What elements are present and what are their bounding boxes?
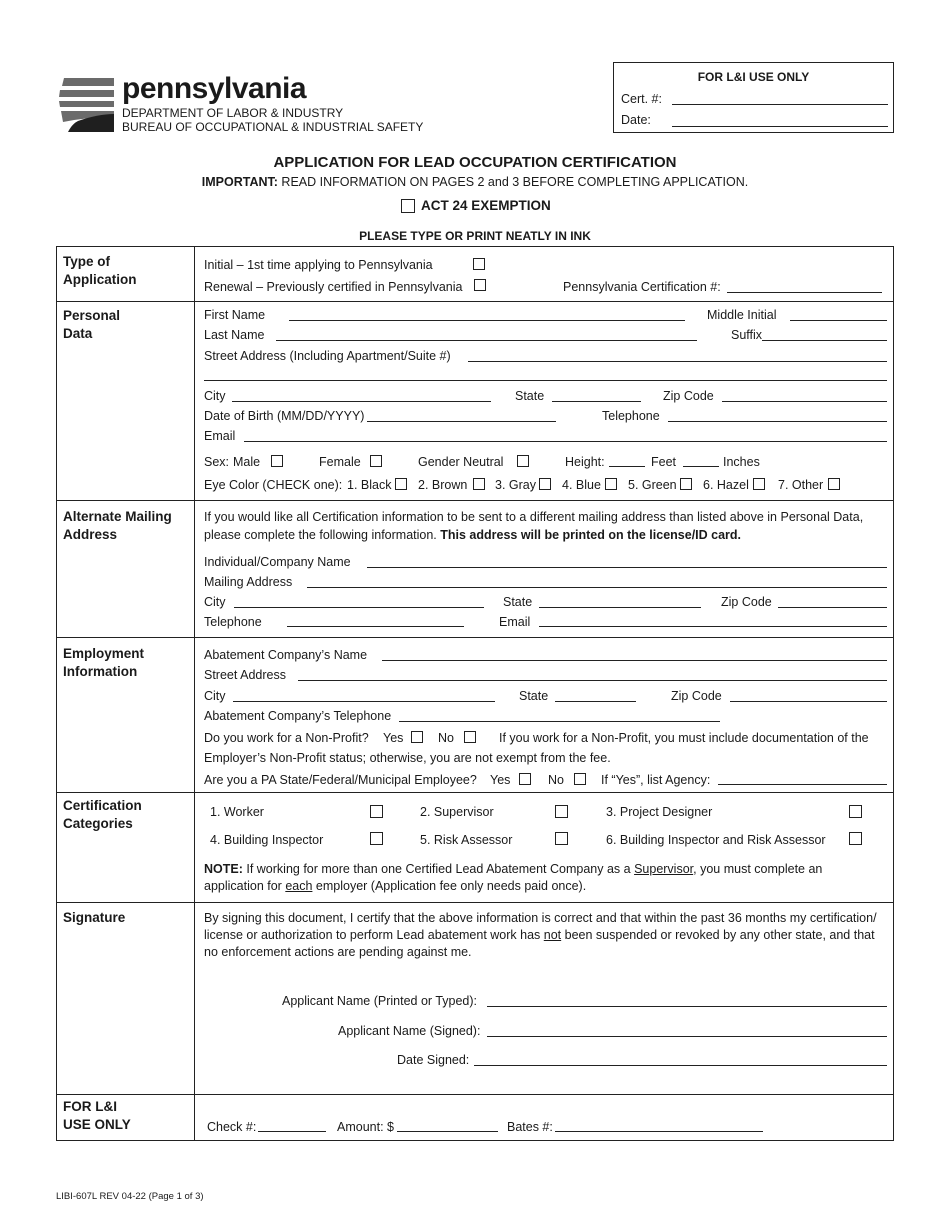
cert-number-label: Cert. #: <box>621 92 662 106</box>
type-label-line2: Application <box>63 272 137 287</box>
eye-option-green: 5. Green <box>628 478 677 492</box>
print-note: PLEASE TYPE OR PRINT NEATLY IN INK <box>359 229 591 243</box>
pa-cert-field[interactable] <box>727 292 882 293</box>
important-note <box>0 175 950 189</box>
act24-label: ACT 24 EXEMPTION <box>421 198 551 213</box>
last-name-field[interactable] <box>276 340 697 341</box>
emp-street-label: Street Address <box>204 668 286 682</box>
gov-no-checkbox[interactable] <box>574 773 586 785</box>
alt-city-label: City <box>204 595 226 609</box>
check-number-label: Check #: <box>207 1120 257 1134</box>
emp-zip-label: Zip Code <box>671 689 722 703</box>
gender-neutral-checkbox[interactable] <box>517 455 529 467</box>
office-label <box>63 1098 131 1134</box>
male-checkbox[interactable] <box>271 455 283 467</box>
keystone-logo-icon <box>58 76 118 134</box>
note-each: each <box>285 879 313 893</box>
suffix-field[interactable] <box>762 340 887 341</box>
bates-label: Bates #: <box>507 1120 553 1134</box>
office-use-box <box>613 62 894 133</box>
emp-zip-field[interactable] <box>730 701 887 702</box>
height-inches-field[interactable] <box>683 466 719 467</box>
signature-not: not <box>543 928 562 942</box>
note-text-b: , you must complete an <box>693 862 823 876</box>
category-project-designer-checkbox[interactable] <box>849 805 862 818</box>
divider-type <box>56 301 894 302</box>
category-project-designer: 3. Project Designer <box>606 805 713 819</box>
agency-label: If “Yes”, list Agency: <box>601 773 711 787</box>
note-label: NOTE: <box>204 862 243 876</box>
emp-street-field[interactable] <box>298 680 887 681</box>
act24-exemption <box>401 198 551 213</box>
signature-text-2b: been suspended or revoked by any other state, and that <box>561 928 875 942</box>
bureau-name: BUREAU OF OCCUPATIONAL & INDUSTRIAL SAFETY <box>122 120 424 134</box>
alt-state-label: State <box>503 595 533 609</box>
category-worker-checkbox[interactable] <box>370 805 383 818</box>
nonprofit-no-label: No <box>438 731 454 745</box>
signature-label: Signature <box>63 910 126 925</box>
female-checkbox[interactable] <box>370 455 382 467</box>
state-label: State <box>515 389 545 403</box>
city-label: City <box>204 389 226 403</box>
alt-state-field[interactable] <box>539 607 701 608</box>
alternate-intro-line2 <box>204 528 741 543</box>
category-supervisor-checkbox[interactable] <box>555 805 568 818</box>
alt-telephone-label: Telephone <box>204 615 262 629</box>
emp-telephone-field[interactable] <box>399 721 720 722</box>
agency-field[interactable] <box>718 784 887 785</box>
eye-gray-checkbox[interactable] <box>539 478 551 490</box>
zip-label: Zip Code <box>663 389 714 403</box>
alt-zip-field[interactable] <box>778 607 887 608</box>
amount-field[interactable] <box>397 1131 498 1132</box>
office-label-line2: USE ONLY <box>63 1117 131 1132</box>
eye-hazel-checkbox[interactable] <box>753 478 765 490</box>
divider-categories <box>56 902 894 903</box>
signature-text-line3: no enforcement actions are pending against me. <box>204 945 472 959</box>
office-use-title: FOR L&I USE ONLY <box>697 70 810 84</box>
alt-city-field[interactable] <box>234 607 484 608</box>
state-field[interactable] <box>552 401 641 402</box>
alt-mailing-label: Mailing Address <box>204 575 293 589</box>
zip-field[interactable] <box>722 401 887 402</box>
type-label-line1: Type of <box>63 254 110 269</box>
alternate-label-line2: Address <box>63 527 118 542</box>
eye-option-gray: 3. Gray <box>495 478 536 492</box>
email-label: Email <box>204 429 236 443</box>
category-worker: 1. Worker <box>210 805 264 819</box>
eye-green-checkbox[interactable] <box>680 478 692 490</box>
eye-option-brown: 2. Brown <box>418 478 468 492</box>
male-label: Male <box>233 455 261 469</box>
note-supervisor: Supervisor <box>634 862 694 876</box>
employment-label-line1: Employment <box>63 646 145 661</box>
form-title: APPLICATION FOR LEAD OCCUPATION CERTIFICATION <box>273 154 677 171</box>
category-supervisor: 2. Supervisor <box>420 805 494 819</box>
categories-note-line1 <box>204 862 822 877</box>
pa-logo <box>58 72 458 138</box>
dob-label: Date of Birth (MM/DD/YYYY) <box>204 409 365 423</box>
eye-option-hazel: 6. Hazel <box>703 478 749 492</box>
form-number: LIBI-607L REV 04-22 (Page 1 of 3) <box>56 1191 204 1202</box>
personal-label-line2: Data <box>63 326 93 341</box>
eye-other-checkbox[interactable] <box>828 478 840 490</box>
nonprofit-no-checkbox[interactable] <box>464 731 476 743</box>
alt-company-label: Individual/Company Name <box>204 555 351 569</box>
date-label: Date: <box>621 113 651 127</box>
emp-city-label: City <box>204 689 226 703</box>
category-risk-assessor: 5. Risk Assessor <box>420 833 513 847</box>
gov-yes-label: Yes <box>490 773 511 787</box>
alt-telephone-field[interactable] <box>287 626 464 627</box>
city-field[interactable] <box>232 401 491 402</box>
sex-label: Sex: <box>204 455 230 469</box>
pa-cert-label: Pennsylvania Certification #: <box>563 280 721 294</box>
categories-label-line1: Certification <box>63 798 142 813</box>
printed-name-field[interactable] <box>487 1006 887 1007</box>
logo-word: pennsylvania <box>122 72 307 105</box>
category-building-inspector-checkbox[interactable] <box>370 832 383 845</box>
date-signed-field[interactable] <box>474 1065 887 1066</box>
alternate-intro-bold: This address will be printed on the license/ID card. <box>440 528 742 542</box>
first-name-field[interactable] <box>289 320 685 321</box>
gov-question: Are you a PA State/Federal/Municipal Employee? <box>204 773 477 787</box>
category-inspector-and-assessor-checkbox[interactable] <box>849 832 862 845</box>
emp-telephone-label: Abatement Company’s Telephone <box>204 709 392 723</box>
bates-field[interactable] <box>555 1131 763 1132</box>
personal-label-line1: Personal <box>63 308 121 323</box>
alt-zip-label: Zip Code <box>721 595 772 609</box>
eye-option-blue: 4. Blue <box>562 478 601 492</box>
nonprofit-yes-checkbox[interactable] <box>411 731 423 743</box>
note-text-a: If working for more than one Certified Lead Abatement Company as a <box>242 862 635 876</box>
street-field[interactable] <box>468 361 887 362</box>
personal-label <box>63 307 120 343</box>
alternate-label <box>63 508 172 544</box>
employment-label <box>63 645 144 681</box>
gov-yes-checkbox[interactable] <box>519 773 531 785</box>
first-name-label: First Name <box>204 308 266 322</box>
emp-company-field[interactable] <box>382 660 887 661</box>
emp-city-field[interactable] <box>233 701 495 702</box>
initial-label: Initial – 1st time applying to Pennsylvania <box>204 258 433 272</box>
nonprofit-note-line2: Employer’s Non-Profit status; otherwise, you are not exempt from the fee. <box>204 751 611 765</box>
emp-state-field[interactable] <box>555 701 636 702</box>
printed-name-label: Applicant Name (Printed or Typed): <box>282 994 478 1008</box>
suffix-label: Suffix <box>731 328 763 342</box>
divider-personal <box>56 500 894 501</box>
signed-name-label: Applicant Name (Signed): <box>338 1024 481 1038</box>
act24-checkbox[interactable] <box>401 199 415 213</box>
emp-company-label: Abatement Company’s Name <box>204 648 368 662</box>
initial-row <box>204 258 433 273</box>
alt-email-label: Email <box>499 615 531 629</box>
signature-text-line1: By signing this document, I certify that the above information is correct and that within the past 36 months my certification/ <box>204 911 877 925</box>
category-building-inspector: 4. Building Inspector <box>210 833 324 847</box>
eye-color-label: Eye Color (CHECK one): <box>204 478 343 492</box>
employment-label-line2: Information <box>63 664 138 679</box>
street-label: Street Address (Including Apartment/Suite #) <box>204 349 451 363</box>
nonprofit-note-line1: If you work for a Non-Profit, you must include documentation of the <box>499 731 869 745</box>
telephone-field[interactable] <box>668 421 887 422</box>
nonprofit-yes-label: Yes <box>383 731 404 745</box>
alt-mailing-field[interactable] <box>307 587 887 588</box>
initial-checkbox[interactable] <box>473 258 485 270</box>
email-field[interactable] <box>244 441 887 442</box>
categories-note-line2 <box>204 879 586 894</box>
check-number-field[interactable] <box>258 1131 326 1132</box>
signature-text-2a: license or authorization to perform Lead abatement work has <box>204 928 544 942</box>
alternate-label-line1: Alternate Mailing <box>63 509 172 524</box>
height-feet-field[interactable] <box>609 466 645 467</box>
important-label: IMPORTANT: <box>201 175 278 189</box>
date-signed-label: Date Signed: <box>397 1053 470 1067</box>
office-label-line1: FOR L&I <box>63 1099 117 1114</box>
important-text: READ INFORMATION ON PAGES 2 and 3 BEFORE COMPLETING APPLICATION. <box>277 175 749 189</box>
height-label: Height: <box>565 455 605 469</box>
note-text-d: employer (Application fee only needs paid once). <box>312 879 587 893</box>
signed-name-field[interactable] <box>487 1036 887 1037</box>
renewal-checkbox[interactable] <box>474 279 486 291</box>
department-name: DEPARTMENT OF LABOR & INDUSTRY <box>122 106 344 120</box>
eye-brown-checkbox[interactable] <box>473 478 485 490</box>
category-risk-assessor-checkbox[interactable] <box>555 832 568 845</box>
middle-initial-field[interactable] <box>790 320 887 321</box>
signature-text-line2 <box>204 928 875 943</box>
amount-label: Amount: $ <box>337 1120 394 1134</box>
gender-neutral-label: Gender Neutral <box>418 455 504 469</box>
renewal-label: Renewal – Previously certified in Pennsylvania <box>204 280 463 294</box>
date-field[interactable] <box>672 126 888 127</box>
alternate-intro-line1: If you would like all Certification information to be sent to a different mailing address than listed above in Personal Data, <box>204 510 864 524</box>
eye-option-other: 7. Other <box>778 478 824 492</box>
street-field-line2[interactable] <box>204 380 887 381</box>
alt-email-field[interactable] <box>539 626 887 627</box>
middle-initial-label: Middle Initial <box>707 308 777 322</box>
divider-employment <box>56 792 894 793</box>
nonprofit-question: Do you work for a Non-Profit? <box>204 731 369 745</box>
categories-label-line2: Categories <box>63 816 133 831</box>
alt-company-field[interactable] <box>367 567 887 568</box>
inches-label: Inches <box>723 455 760 469</box>
category-inspector-and-assessor: 6. Building Inspector and Risk Assessor <box>606 833 826 847</box>
eye-option-black: 1. Black <box>347 478 392 492</box>
feet-label: Feet <box>651 455 677 469</box>
divider-alternate <box>56 637 894 638</box>
alternate-intro-text: please complete the following information. <box>204 528 441 542</box>
note-text-c: application for <box>204 879 286 893</box>
eye-black-checkbox[interactable] <box>395 478 407 490</box>
renewal-row <box>204 280 462 295</box>
type-label <box>63 253 137 289</box>
last-name-label: Last Name <box>204 328 265 342</box>
eye-blue-checkbox[interactable] <box>605 478 617 490</box>
emp-state-label: State <box>519 689 549 703</box>
telephone-label: Telephone <box>602 409 660 423</box>
gov-no-label: No <box>548 773 564 787</box>
female-label: Female <box>319 455 361 469</box>
dob-field[interactable] <box>367 421 556 422</box>
divider-signature <box>56 1094 894 1095</box>
cert-number-field[interactable] <box>672 104 888 105</box>
label-column-divider <box>194 246 195 1141</box>
categories-label <box>63 797 142 833</box>
